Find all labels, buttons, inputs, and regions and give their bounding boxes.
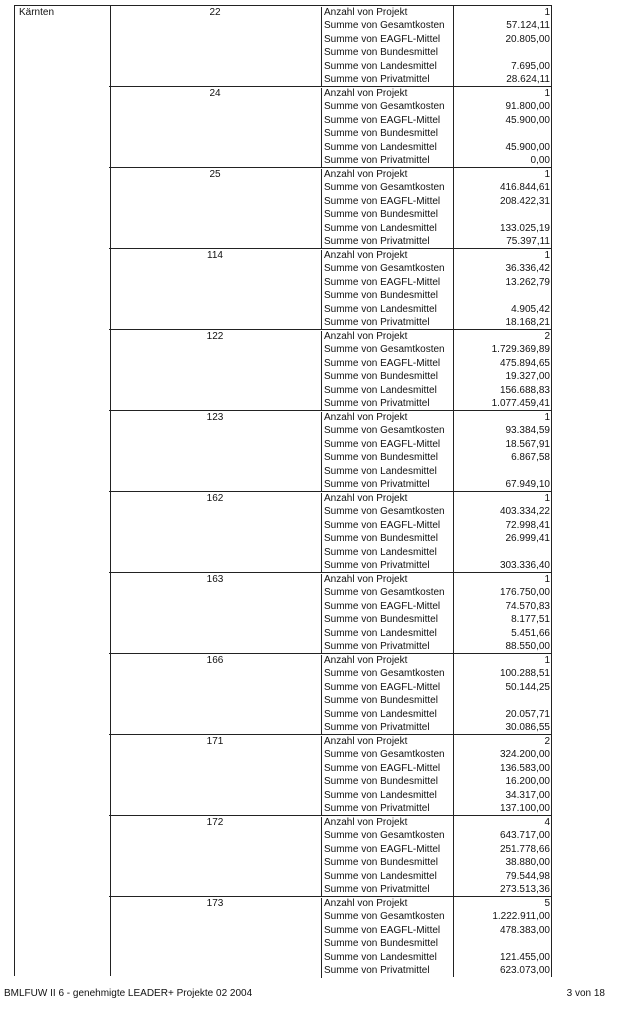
table-row: [322, 100, 552, 113]
table-row: [322, 613, 552, 626]
row-label: Summe von Landesmittel: [322, 384, 454, 397]
row-value: 20.057,71: [454, 708, 552, 721]
row-label: Summe von EAGFL-Mittel: [322, 114, 454, 127]
table-row: [322, 775, 552, 788]
table-group: [109, 491, 552, 572]
row-label: Summe von EAGFL-Mittel: [322, 195, 454, 208]
table-row: [322, 721, 552, 734]
group-rows: [322, 6, 552, 86]
row-value: 72.998,41: [454, 519, 552, 532]
table-row: [322, 397, 552, 410]
group-code: 122: [109, 331, 322, 411]
row-label: Summe von Gesamtkosten: [322, 100, 454, 113]
table-group: [109, 329, 552, 410]
table-row: [322, 519, 552, 532]
table-row: [322, 195, 552, 208]
table-row: [322, 127, 552, 140]
region-label: Kärnten: [19, 7, 55, 18]
row-value: [454, 289, 552, 302]
row-value: 1: [454, 411, 552, 424]
row-value: 93.384,59: [454, 424, 552, 437]
group-rows: [322, 492, 552, 572]
row-value: 1: [454, 6, 552, 19]
row-label: Summe von Privatmittel: [322, 964, 454, 977]
table-row: [322, 438, 552, 451]
table-row: [322, 357, 552, 370]
groups-container: [109, 5, 552, 977]
row-value: 75.397,11: [454, 235, 552, 248]
table-row: [322, 883, 552, 896]
row-label: Summe von Bundesmittel: [322, 775, 454, 788]
row-label: Summe von Landesmittel: [322, 465, 454, 478]
row-label: Summe von Privatmittel: [322, 73, 454, 86]
table-row: [322, 87, 552, 100]
row-value: 74.570,83: [454, 600, 552, 613]
row-label: Summe von Gesamtkosten: [322, 667, 454, 680]
row-label: Summe von EAGFL-Mittel: [322, 357, 454, 370]
row-label: Summe von Gesamtkosten: [322, 19, 454, 32]
row-value: 13.262,79: [454, 276, 552, 289]
row-value: 88.550,00: [454, 640, 552, 653]
row-value: [454, 546, 552, 559]
group-rows: [322, 897, 552, 977]
table-row: [322, 735, 552, 748]
row-value: 7.695,00: [454, 60, 552, 73]
row-label: Anzahl von Projekt: [322, 735, 454, 748]
table-row: [322, 208, 552, 221]
row-value: 1.222.911,00: [454, 910, 552, 923]
row-value: 26.999,41: [454, 532, 552, 545]
table-row: [322, 33, 552, 46]
row-value: 16.200,00: [454, 775, 552, 788]
table-row: [322, 411, 552, 424]
row-label: Summe von Landesmittel: [322, 141, 454, 154]
table-row: [322, 843, 552, 856]
table-row: [322, 789, 552, 802]
table-row: [322, 465, 552, 478]
row-value: 19.327,00: [454, 370, 552, 383]
group-code: 166: [109, 655, 322, 735]
table-row: [322, 451, 552, 464]
row-value: 475.894,65: [454, 357, 552, 370]
row-label: Summe von Bundesmittel: [322, 127, 454, 140]
group-code: 162: [109, 493, 322, 573]
table-group: [109, 815, 552, 896]
table-group: [109, 167, 552, 248]
row-value: 100.288,51: [454, 667, 552, 680]
row-value: 176.750,00: [454, 586, 552, 599]
group-rows: [322, 330, 552, 410]
row-value: 137.100,00: [454, 802, 552, 815]
row-value: [454, 46, 552, 59]
row-value: 416.844,61: [454, 181, 552, 194]
row-label: Summe von Bundesmittel: [322, 451, 454, 464]
row-label: Summe von EAGFL-Mittel: [322, 762, 454, 775]
table-row: [322, 816, 552, 829]
row-value: [454, 208, 552, 221]
row-label: Summe von Privatmittel: [322, 154, 454, 167]
table-row: [322, 573, 552, 586]
row-value: 18.168,21: [454, 316, 552, 329]
row-value: 4.905,42: [454, 303, 552, 316]
table-group: [109, 734, 552, 815]
group-rows: [322, 87, 552, 167]
group-code: 114: [109, 250, 322, 330]
row-value: 478.383,00: [454, 924, 552, 937]
row-value: 1.729.369,89: [454, 343, 552, 356]
row-label: Summe von Gesamtkosten: [322, 181, 454, 194]
group-rows: [322, 249, 552, 329]
row-label: Summe von Privatmittel: [322, 640, 454, 653]
table-row: [322, 694, 552, 707]
table-row: [322, 168, 552, 181]
row-label: Summe von Bundesmittel: [322, 937, 454, 950]
row-label: Summe von Gesamtkosten: [322, 343, 454, 356]
footer-title: BMLFUW II 6 - genehmigte LEADER+ Projekte 02 2004: [4, 988, 253, 999]
table-row: [322, 19, 552, 32]
row-label: Summe von Gesamtkosten: [322, 505, 454, 518]
row-label: Summe von Landesmittel: [322, 789, 454, 802]
row-value: 38.880,00: [454, 856, 552, 869]
row-value: 8.177,51: [454, 613, 552, 626]
row-label: Summe von Bundesmittel: [322, 289, 454, 302]
row-label: Summe von Privatmittel: [322, 397, 454, 410]
row-value: 57.124,11: [454, 19, 552, 32]
table-row: [322, 897, 552, 910]
page-number: 3 von 18: [566, 988, 605, 999]
table-row: [322, 384, 552, 397]
row-label: Summe von Privatmittel: [322, 478, 454, 491]
row-value: [454, 937, 552, 950]
table-row: [322, 829, 552, 842]
table-row: [322, 370, 552, 383]
row-value: 1: [454, 168, 552, 181]
table-row: [322, 532, 552, 545]
row-label: Summe von EAGFL-Mittel: [322, 600, 454, 613]
row-label: Summe von Gesamtkosten: [322, 424, 454, 437]
row-label: Summe von Bundesmittel: [322, 613, 454, 626]
table-row: [322, 640, 552, 653]
row-label: Summe von EAGFL-Mittel: [322, 276, 454, 289]
row-label: Summe von Bundesmittel: [322, 856, 454, 869]
row-label: Summe von Bundesmittel: [322, 370, 454, 383]
row-value: [454, 465, 552, 478]
group-rows: [322, 168, 552, 248]
row-label: Summe von EAGFL-Mittel: [322, 681, 454, 694]
table-row: [322, 546, 552, 559]
table-row: [322, 924, 552, 937]
row-value: 30.086,55: [454, 721, 552, 734]
group-code: 25: [109, 169, 322, 249]
row-label: Summe von EAGFL-Mittel: [322, 33, 454, 46]
group-rows: [322, 411, 552, 491]
row-value: 251.778,66: [454, 843, 552, 856]
row-value: 623.073,00: [454, 964, 552, 977]
row-value: 1: [454, 87, 552, 100]
table-row: [322, 424, 552, 437]
row-value: 18.567,91: [454, 438, 552, 451]
row-label: Summe von Landesmittel: [322, 708, 454, 721]
row-label: Anzahl von Projekt: [322, 330, 454, 343]
table-row: [322, 343, 552, 356]
row-label: Anzahl von Projekt: [322, 897, 454, 910]
row-label: Anzahl von Projekt: [322, 492, 454, 505]
row-label: Anzahl von Projekt: [322, 249, 454, 262]
table-row: [322, 262, 552, 275]
group-code: 24: [109, 88, 322, 168]
group-code: 22: [109, 7, 322, 87]
row-label: Summe von Privatmittel: [322, 316, 454, 329]
table-row: [322, 937, 552, 950]
row-value: 133.025,19: [454, 222, 552, 235]
row-value: 1: [454, 249, 552, 262]
row-value: 2: [454, 735, 552, 748]
table-row: [322, 910, 552, 923]
row-value: 643.717,00: [454, 829, 552, 842]
row-value: 91.800,00: [454, 100, 552, 113]
table-row: [322, 141, 552, 154]
table-row: [322, 667, 552, 680]
table-row: [322, 951, 552, 964]
row-label: Summe von Gesamtkosten: [322, 748, 454, 761]
row-label: Summe von Gesamtkosten: [322, 262, 454, 275]
row-value: 36.336,42: [454, 262, 552, 275]
table-row: [322, 46, 552, 59]
row-label: Anzahl von Projekt: [322, 87, 454, 100]
table-row: [322, 222, 552, 235]
row-label: Summe von EAGFL-Mittel: [322, 924, 454, 937]
table-row: [322, 249, 552, 262]
row-label: Anzahl von Projekt: [322, 654, 454, 667]
row-value: 50.144,25: [454, 681, 552, 694]
row-label: Summe von Privatmittel: [322, 802, 454, 815]
row-label: Summe von Landesmittel: [322, 546, 454, 559]
row-label: Summe von EAGFL-Mittel: [322, 438, 454, 451]
row-label: Summe von Bundesmittel: [322, 208, 454, 221]
table-group: [109, 653, 552, 734]
row-value: 34.317,00: [454, 789, 552, 802]
group-rows: [322, 816, 552, 896]
table-row: [322, 708, 552, 721]
row-label: Anzahl von Projekt: [322, 411, 454, 424]
table-row: [322, 330, 552, 343]
row-label: Summe von Landesmittel: [322, 60, 454, 73]
row-label: Summe von EAGFL-Mittel: [322, 519, 454, 532]
row-label: Summe von Bundesmittel: [322, 532, 454, 545]
row-value: 45.900,00: [454, 114, 552, 127]
row-label: Summe von Privatmittel: [322, 721, 454, 734]
row-value: 208.422,31: [454, 195, 552, 208]
row-value: 5.451,66: [454, 627, 552, 640]
row-label: Summe von Privatmittel: [322, 883, 454, 896]
page-footer: [4, 988, 605, 999]
row-value: 6.867,58: [454, 451, 552, 464]
row-label: Summe von Bundesmittel: [322, 694, 454, 707]
row-label: Summe von Landesmittel: [322, 303, 454, 316]
row-label: Anzahl von Projekt: [322, 573, 454, 586]
row-label: Summe von Landesmittel: [322, 951, 454, 964]
row-value: 79.544,98: [454, 870, 552, 883]
row-value: 1: [454, 492, 552, 505]
row-label: Anzahl von Projekt: [322, 168, 454, 181]
table-row: [322, 505, 552, 518]
row-value: 324.200,00: [454, 748, 552, 761]
row-label: Anzahl von Projekt: [322, 6, 454, 19]
row-value: 156.688,83: [454, 384, 552, 397]
row-value: 273.513,36: [454, 883, 552, 896]
row-value: [454, 127, 552, 140]
row-value: 121.455,00: [454, 951, 552, 964]
row-value: 1.077.459,41: [454, 397, 552, 410]
table-row: [322, 60, 552, 73]
row-value: 1: [454, 573, 552, 586]
table-row: [322, 964, 552, 977]
group-rows: [322, 573, 552, 653]
table-row: [322, 802, 552, 815]
row-label: Summe von Landesmittel: [322, 627, 454, 640]
table-row: [322, 870, 552, 883]
row-label: Summe von Privatmittel: [322, 559, 454, 572]
row-value: 2: [454, 330, 552, 343]
row-value: 0,00: [454, 154, 552, 167]
table-row: [322, 681, 552, 694]
group-rows: [322, 735, 552, 815]
group-code: 172: [109, 817, 322, 897]
group-code: 171: [109, 736, 322, 816]
table-row: [322, 235, 552, 248]
table-row: [322, 6, 552, 19]
row-label: Summe von Landesmittel: [322, 870, 454, 883]
table-row: [322, 762, 552, 775]
table-group: [109, 248, 552, 329]
table-row: [322, 289, 552, 302]
table-row: [322, 627, 552, 640]
row-value: 1: [454, 654, 552, 667]
row-label: Summe von Bundesmittel: [322, 46, 454, 59]
table-row: [322, 856, 552, 869]
row-value: 4: [454, 816, 552, 829]
row-value: 67.949,10: [454, 478, 552, 491]
row-value: 20.805,00: [454, 33, 552, 46]
table-group: [109, 896, 552, 977]
table-row: [322, 303, 552, 316]
group-code: 163: [109, 574, 322, 654]
row-value: 303.336,40: [454, 559, 552, 572]
table-row: [322, 654, 552, 667]
row-value: 28.624,11: [454, 73, 552, 86]
row-value: 45.900,00: [454, 141, 552, 154]
row-label: Anzahl von Projekt: [322, 816, 454, 829]
table-row: [322, 316, 552, 329]
table-row: [322, 492, 552, 505]
row-value: 136.583,00: [454, 762, 552, 775]
row-label: Summe von Privatmittel: [322, 235, 454, 248]
table-row: [322, 181, 552, 194]
table-row: [322, 600, 552, 613]
table-group: [109, 572, 552, 653]
row-label: Summe von Gesamtkosten: [322, 829, 454, 842]
row-label: Summe von EAGFL-Mittel: [322, 843, 454, 856]
table-row: [322, 586, 552, 599]
group-code: 123: [109, 412, 322, 492]
table-row: [322, 276, 552, 289]
region-column: [14, 5, 111, 976]
row-value: 5: [454, 897, 552, 910]
table-row: [322, 114, 552, 127]
row-label: Summe von Gesamtkosten: [322, 586, 454, 599]
row-label: Summe von Gesamtkosten: [322, 910, 454, 923]
table-row: [322, 748, 552, 761]
table-row: [322, 559, 552, 572]
row-label: Summe von Landesmittel: [322, 222, 454, 235]
table-group: [109, 86, 552, 167]
table-group: [109, 410, 552, 491]
row-value: 403.334,22: [454, 505, 552, 518]
table-group: [109, 5, 552, 86]
table-row: [322, 478, 552, 491]
group-rows: [322, 654, 552, 734]
row-value: [454, 694, 552, 707]
table-row: [322, 154, 552, 167]
group-code: 173: [109, 898, 322, 978]
table-row: [322, 73, 552, 86]
